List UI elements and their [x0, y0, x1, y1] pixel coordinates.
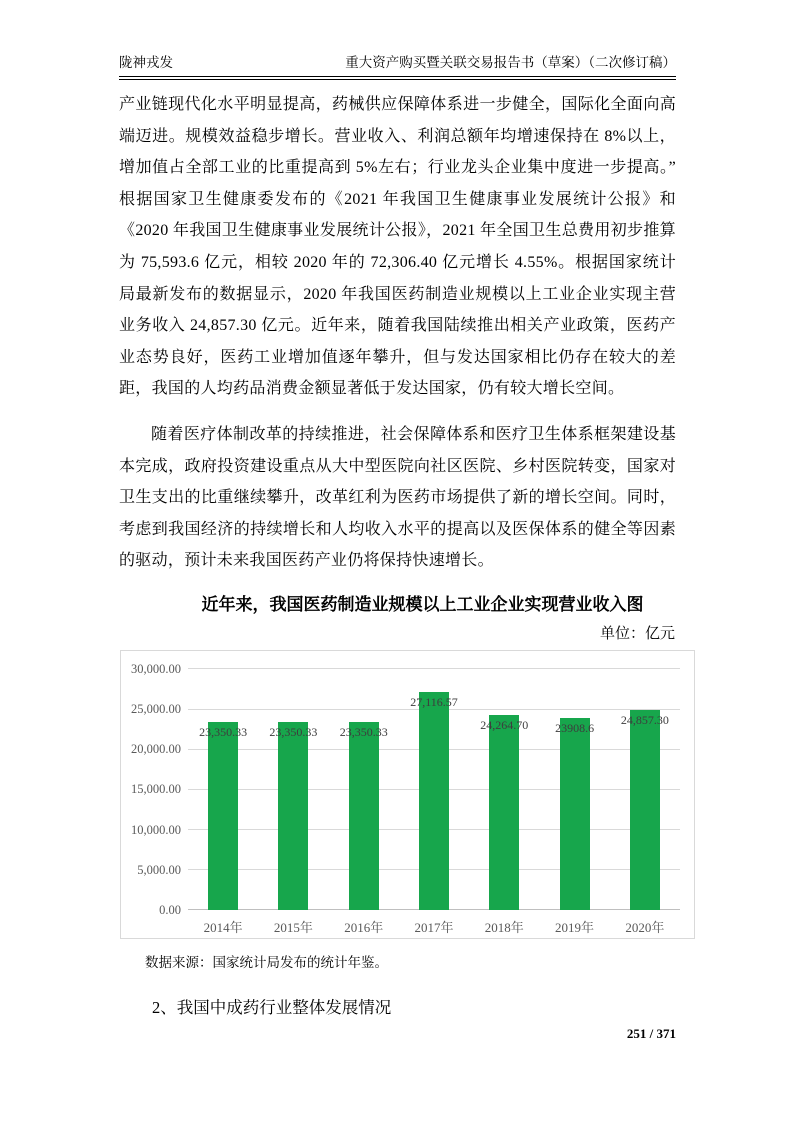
y-tick-label: 25,000.00	[131, 702, 181, 717]
y-tick-label: 10,000.00	[131, 822, 181, 837]
paragraph-healthcare-reform: 随着医疗体制改革的持续推进，社会保障体系和医疗卫生体系框架建设基本完成，政府投资建设重点从大中型医院向社区医院、乡村医院转变，国家对卫生支出的比重继续攀升，改革红利为医药市场提供了新的增长空间。同时，考虑到我国经济的持续增长和人均收入水平的提高以及医保体系的健全等因素的驱动，预计未来我国医药产业仍将保持快速增长。	[119, 425, 676, 570]
bar	[489, 715, 519, 910]
bar	[278, 722, 308, 910]
y-tick-label: 30,000.00	[131, 661, 181, 676]
bar-value-label: 23,350.33	[339, 725, 388, 740]
bar-value-label: 24,264.70	[480, 717, 529, 732]
section-heading: 2、我国中成药行业整体发展情况	[152, 997, 392, 1017]
bar	[208, 722, 238, 910]
bar-chart	[120, 650, 695, 939]
data-source-note: 数据来源：国家统计局发布的统计年鉴。	[145, 954, 388, 970]
y-tick-label: 20,000.00	[131, 742, 181, 757]
x-tick-label: 2019年	[555, 919, 595, 935]
bar	[419, 692, 449, 910]
x-tick-label: 2015年	[273, 919, 313, 935]
bar	[630, 710, 660, 910]
chart-title: 近年来，我国医药制造业规模以上工业企业实现营业收入图	[201, 594, 644, 614]
gridline	[188, 668, 680, 669]
y-tick-label: 15,000.00	[131, 782, 181, 797]
x-tick-label: 2020年	[625, 919, 665, 935]
page-number: 251 / 371	[626, 1026, 676, 1041]
page-content	[119, 53, 676, 1019]
bar-value-label: 24,857.30	[620, 713, 669, 728]
paragraph-industry-overview: 产业链现代化水平明显提高，药械供应保障体系进一步健全，国际化全面向高端迈进。规模效益稳步增长。营业收入、利润总额年均增速保持在 8%以上，增加值占全部工业的比重提高到 5%左右；行业龙头企业集中度进一步提高。”根据国家卫生健康委发布的《2021 年我国卫生健康事业发展统计公报》和《2020 年我国卫生健康事业发展统计公报》，2021 年全国卫生总费用初步推算为 75,593.6 亿元，相较 2020 年的 72,306.40 亿元增长 4.55%。根据国家统计局最新发布的数据显示，2020 年我国医药制造业规模以上工业企业实现主营业务收入 24,857.30 亿元。近年来，随着我国陆续推出相关产业政策，医药产业态势良好，医药工业增加值逐年攀升，但与发达国家相比仍存在较大的差距，我国的人均药品消费金额显著低于发达国家，仍有较大增长空间。	[119, 96, 676, 398]
chart-unit-label: 单位：亿元	[599, 625, 675, 642]
header-company-name: 陇神戎发	[119, 55, 173, 70]
bar-value-label: 23908.6	[555, 720, 595, 735]
bar	[560, 718, 590, 910]
x-tick-label: 2017年	[414, 919, 454, 935]
bar-value-label: 23,350.33	[199, 725, 248, 740]
bar-value-label: 27,116.57	[410, 695, 458, 710]
bar-value-label: 23,350.33	[269, 725, 318, 740]
header-divider	[119, 76, 676, 80]
page-header	[119, 53, 676, 73]
bar	[349, 722, 379, 910]
x-tick-label: 2014年	[203, 919, 243, 935]
header-report-title: 重大资产购买暨关联交易报告书（草案）（二次修订稿）	[345, 55, 676, 70]
x-tick-label: 2018年	[484, 919, 524, 935]
x-tick-label: 2016年	[344, 919, 384, 935]
y-tick-label: 0.00	[159, 902, 181, 917]
y-tick-label: 5,000.00	[137, 862, 181, 877]
